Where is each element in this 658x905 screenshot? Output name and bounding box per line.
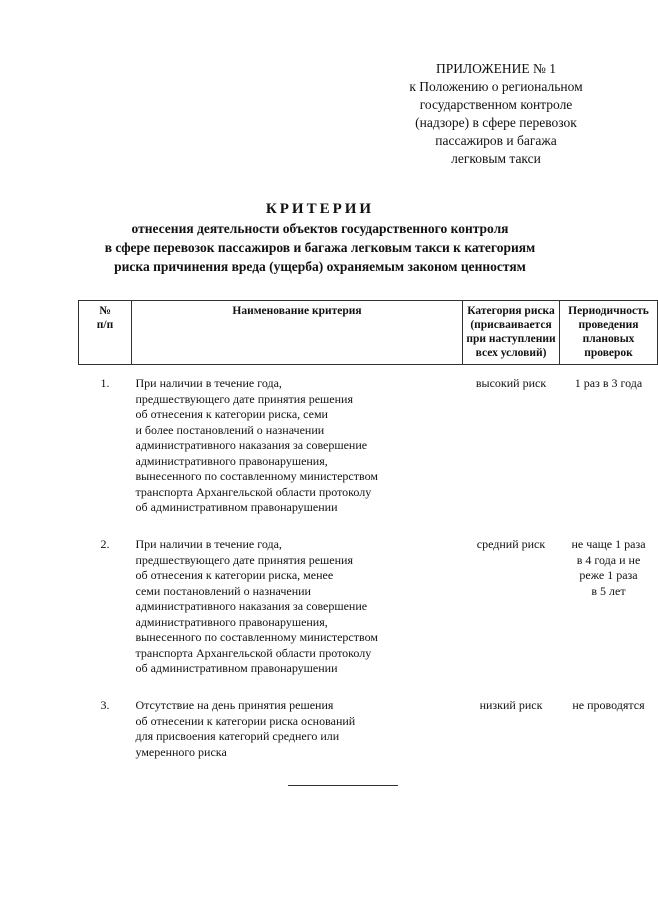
header-num: № п/п — [79, 301, 132, 365]
subtitle-line: риска причинения вреда (ущерба) охраняемым законом ценностям — [114, 259, 526, 274]
appendix-line: к Положению о региональном — [409, 79, 583, 94]
table-row — [79, 365, 658, 527]
risk-category: низкий риск — [479, 698, 543, 712]
document-heading — [0, 199, 640, 276]
table-row — [79, 687, 658, 768]
subtitle-line: отнесения деятельности объектов государственного контроля — [131, 221, 509, 236]
inspection-period: 1 раз в 3 года — [574, 376, 643, 390]
criterion-text: Отсутствие на день принятия решения об отнесении к категории риска оснований для присвоения категорий среднего или умеренного риска — [135, 698, 356, 759]
inspection-period: не проводятся — [572, 698, 645, 712]
criterion-text: При наличии в течение года, предшествующего дате принятия решения об отнесения к категории риска, семи и более постановлений о назначении административного наказания за совершение административного правонарушения, вынесенного по составленному министерством транспорта Архангельской области протоколу об административном правонарушении — [135, 376, 378, 514]
risk-category: высокий риск — [475, 376, 547, 390]
table-row — [79, 526, 658, 687]
appendix-line: (надзоре) в сфере перевозок — [415, 115, 577, 130]
appendix-line: пассажиров и багажа — [435, 133, 557, 148]
end-divider — [288, 785, 398, 786]
subtitle-line: в сфере перевозок пассажиров и багажа легковым такси к категориям — [104, 240, 536, 255]
row-number: 1. — [100, 376, 110, 390]
criterion-text: При наличии в течение года, предшествующего дате принятия решения об отнесения к категории риска, менее семи постановлений о назначении административного наказания за совершение административного правонарушения, вынесенного по составленному министерством транспорта Архангельской области протоколу об административном правонарушении — [135, 537, 378, 675]
appendix-block — [380, 60, 612, 168]
criteria-table — [78, 300, 658, 768]
appendix-line: ПРИЛОЖЕНИЕ № 1 — [435, 61, 557, 76]
appendix-line: легковым такси — [451, 151, 541, 166]
row-number: 3. — [100, 698, 110, 712]
appendix-line: государственном контроле — [419, 97, 573, 112]
header-name: Наименование критерия — [132, 301, 463, 365]
header-period: Периодичность проведения плановых проверок — [560, 301, 658, 365]
inspection-period: не чаще 1 раза в 4 года и не реже 1 раза в 5 лет — [571, 537, 646, 598]
risk-category: средний риск — [476, 537, 546, 551]
header-category: Категория риска (присваивается при наступлении всех условий) — [463, 301, 560, 365]
table-header-row — [79, 301, 658, 365]
document-title: КРИТЕРИИ — [265, 201, 375, 217]
row-number: 2. — [100, 537, 110, 551]
